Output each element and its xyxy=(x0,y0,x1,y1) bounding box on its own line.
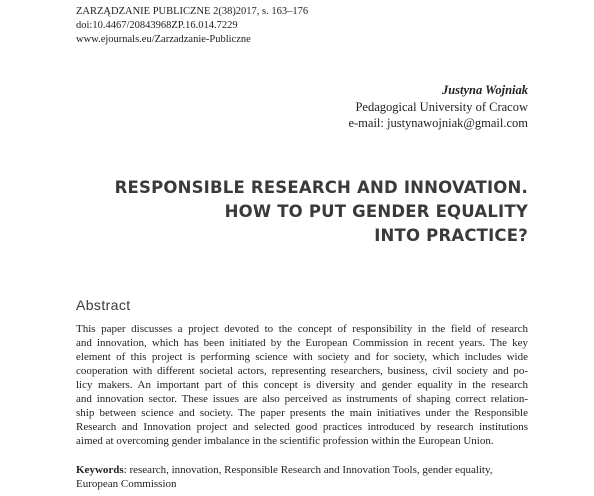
abstract-line: and innovation, which has been initiated by the European Commission in recent years. The key xyxy=(76,337,528,350)
abstract-line: licy makers. An important part of this concept is diversity and gender equality in the research xyxy=(76,379,528,392)
keywords-text: : research, innovation, Responsible Research and Innovation Tools, gender equality, xyxy=(123,464,493,476)
abstract-line: Research and Innovation project and selected good practices introduced by research institutions xyxy=(76,421,528,434)
abstract-heading: Abstract xyxy=(76,297,131,313)
journal-url[interactable]: www.ejournals.eu/Zarzadzanie-Publiczne xyxy=(76,34,251,45)
author-name: Justyna Wojniak xyxy=(441,83,528,97)
keywords-label: Keywords xyxy=(76,464,124,476)
abstract-line: aimed at overcoming gender imbalance in the scientific profession within the European Union. xyxy=(76,435,494,448)
abstract-line: and innovation sector. These issues are also perceived as instruments of shaping correct relation- xyxy=(76,393,528,406)
keywords-line xyxy=(76,463,528,477)
paper-title xyxy=(115,176,528,248)
abstract-line: This paper discusses a project devoted to the concept of responsibility in the field of research xyxy=(76,323,528,335)
title-line: INTO PRACTICE? xyxy=(374,226,528,245)
abstract-line: element of this project is performing science with society and for society, which includes wide xyxy=(76,351,528,364)
abstract-line: ship between science and society. The paper presents the main initiatives under the Responsible xyxy=(76,407,528,420)
journal-citation: ZARZĄDZANIE PUBLICZNE 2(38)2017, s. 163–176 xyxy=(76,6,309,17)
abstract-body xyxy=(76,322,528,448)
abstract-line: cooperation with different societal actors, representing researchers, business, civil society and po- xyxy=(76,365,528,378)
author-block xyxy=(348,82,528,132)
title-line: HOW TO PUT GENDER EQUALITY xyxy=(224,202,528,221)
keywords-section xyxy=(76,463,528,491)
journal-header xyxy=(76,5,308,47)
keywords-line: European Commission xyxy=(76,478,177,491)
author-affiliation: Pedagogical University of Cracow xyxy=(355,99,528,114)
title-line: RESPONSIBLE RESEARCH AND INNOVATION. xyxy=(114,178,528,197)
doi-text: doi:10.4467/20843968ZP.16.014.7229 xyxy=(76,20,238,31)
author-email[interactable]: e-mail: justynawojniak@gmail.com xyxy=(348,116,528,130)
